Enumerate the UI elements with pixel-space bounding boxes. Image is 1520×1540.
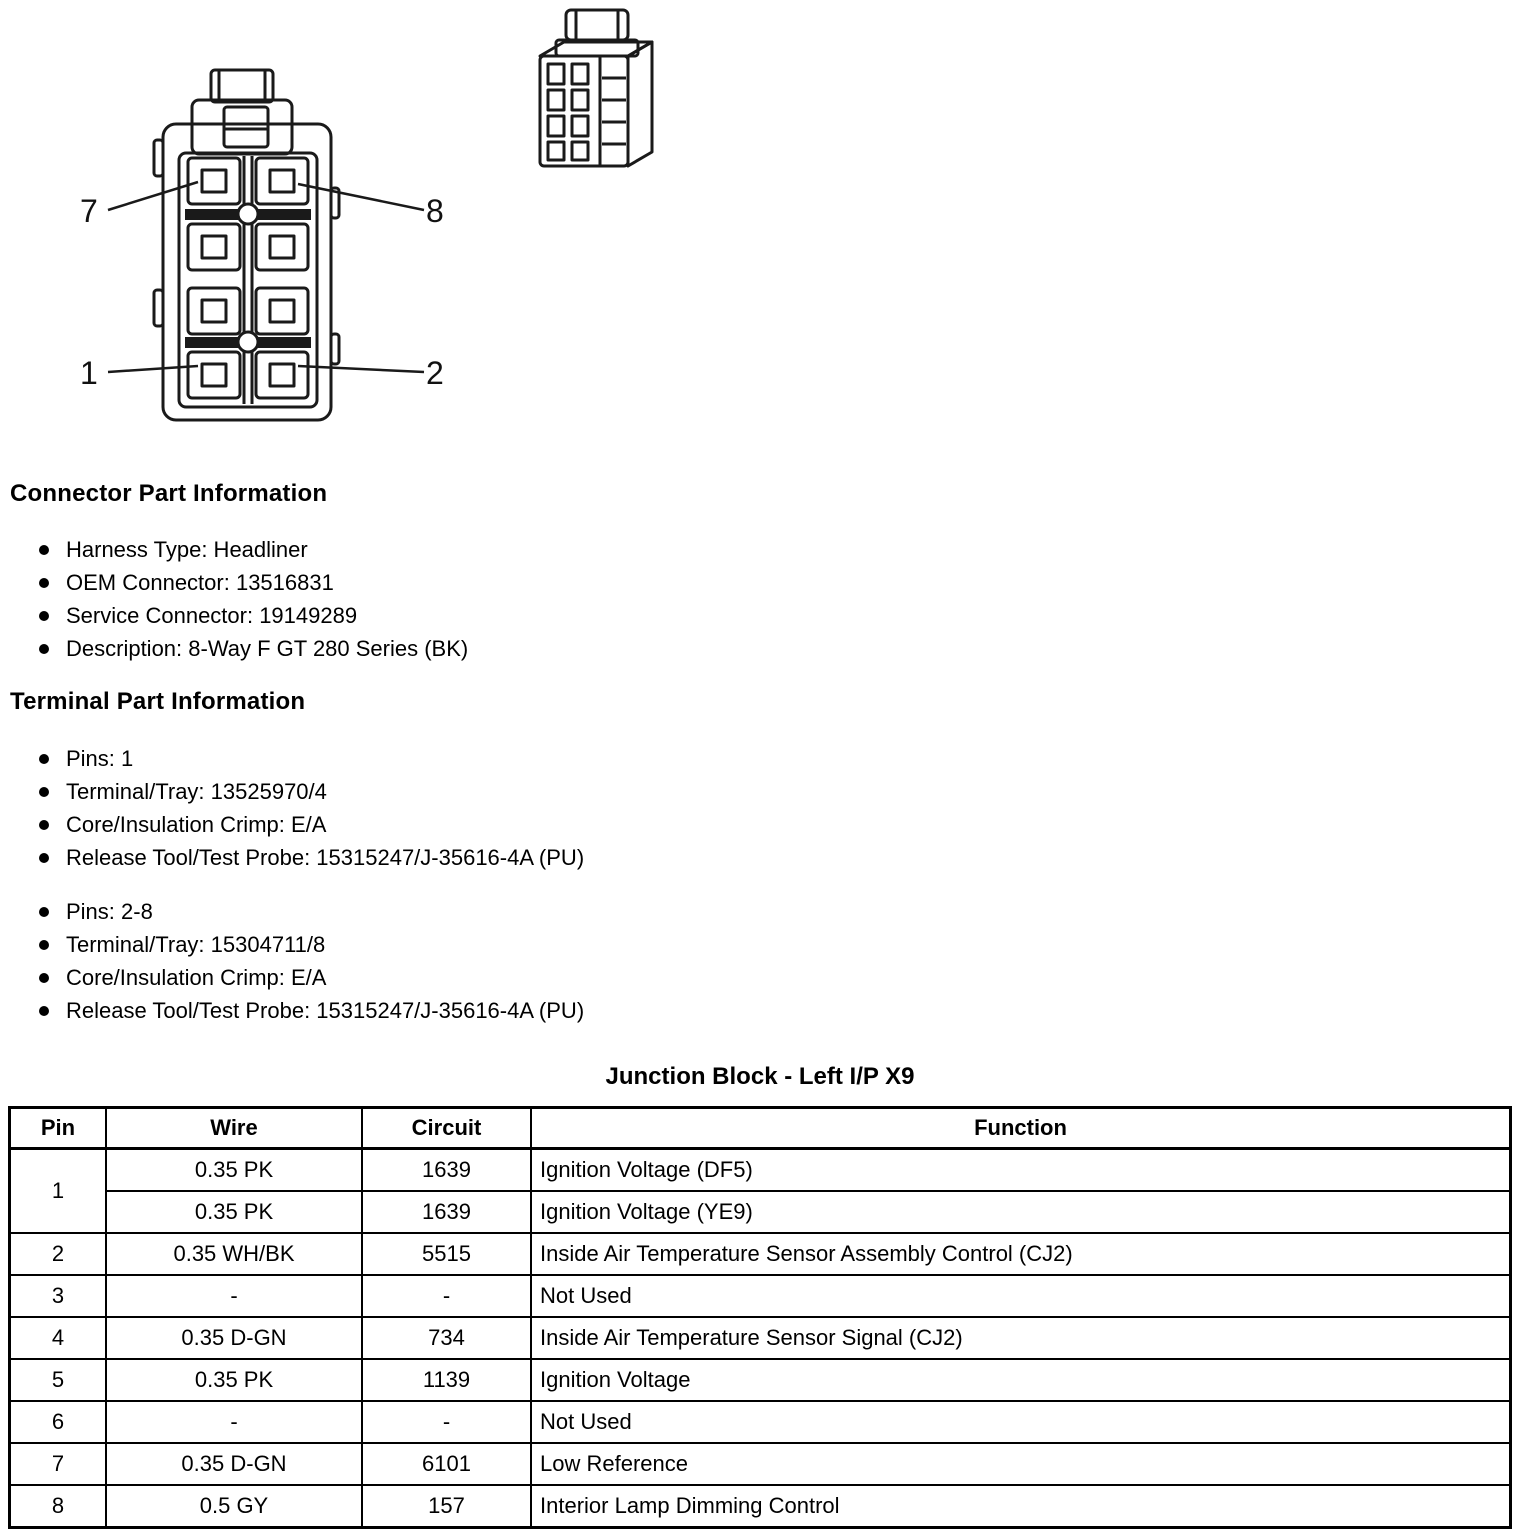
list-item-text: Core/Insulation Crimp: E/A (66, 964, 327, 990)
terminal-part-info-heading: Terminal Part Information (10, 688, 306, 715)
list-item-text: Pins: 1 (66, 745, 134, 771)
circuit-cell: 1139 (362, 1359, 531, 1401)
pin-cell: 3 (10, 1275, 107, 1317)
function-cell: Ignition Voltage (YE9) (531, 1191, 1511, 1233)
col-header-pin: Pin (10, 1108, 107, 1149)
list-item (10, 566, 468, 599)
bullet-icon (39, 545, 49, 555)
circuit-cell: 1639 (362, 1149, 531, 1192)
function-cell: Inside Air Temperature Sensor Signal (CJ2) (531, 1317, 1511, 1359)
col-header-circuit: Circuit (362, 1108, 531, 1149)
pin-label-7: 7 (80, 193, 98, 229)
bullet-icon (39, 853, 49, 863)
circuit-cell: 1639 (362, 1191, 531, 1233)
table-row (10, 1359, 1511, 1401)
pin-cell: 4 (10, 1317, 107, 1359)
list-item (10, 808, 584, 841)
table-title: Junction Block - Left I/P X9 (605, 1063, 915, 1090)
terminal-info-list-1 (10, 742, 584, 874)
table-row (10, 1275, 1511, 1317)
list-item (10, 632, 468, 665)
list-item (10, 742, 584, 775)
wire-cell: - (106, 1275, 362, 1317)
junction-table (8, 1106, 1512, 1529)
connector-iso-view (540, 10, 652, 166)
bullet-icon (39, 644, 49, 654)
connector-diagram (0, 0, 700, 450)
terminal-info-list-2 (10, 895, 584, 1027)
list-item-text: Pins: 2-8 (66, 898, 153, 924)
table-row (10, 1233, 1511, 1275)
wire-cell: 0.35 PK (106, 1149, 362, 1192)
wire-cell: 0.35 PK (106, 1359, 362, 1401)
function-cell: Low Reference (531, 1443, 1511, 1485)
circuit-cell: 157 (362, 1485, 531, 1528)
circuit-cell: 5515 (362, 1233, 531, 1275)
list-item-text: Description: 8-Way F GT 280 Series (BK) (66, 635, 469, 661)
function-cell: Inside Air Temperature Sensor Assembly Control (CJ2) (531, 1233, 1511, 1275)
pin-cell: 7 (10, 1443, 107, 1485)
table-row (10, 1149, 1511, 1192)
connector-part-info-heading: Connector Part Information (10, 480, 328, 507)
list-item-text: Terminal/Tray: 13525970/4 (66, 778, 327, 804)
function-cell: Ignition Voltage (531, 1359, 1511, 1401)
circuit-cell: 734 (362, 1317, 531, 1359)
pin-cell: 8 (10, 1485, 107, 1528)
list-item-text: Release Tool/Test Probe: 15315247/J-35616-4A (PU) (66, 997, 585, 1023)
circuit-cell: - (362, 1401, 531, 1443)
list-item-text: Release Tool/Test Probe: 15315247/J-35616-4A (PU) (66, 844, 585, 870)
list-item (10, 775, 584, 808)
function-cell: Not Used (531, 1401, 1511, 1443)
table-header-row (10, 1108, 1511, 1149)
pin-cell: 1 (10, 1149, 107, 1234)
list-item-text: Harness Type: Headliner (66, 536, 308, 562)
list-item-text: OEM Connector: 13516831 (66, 569, 334, 595)
circuit-cell: 6101 (362, 1443, 531, 1485)
circuit-cell: - (362, 1275, 531, 1317)
table-body (10, 1149, 1511, 1528)
bullet-icon (39, 578, 49, 588)
bullet-icon (39, 1006, 49, 1016)
wire-cell: 0.35 D-GN (106, 1317, 362, 1359)
wire-cell: 0.35 D-GN (106, 1443, 362, 1485)
connector-info-list (10, 533, 468, 665)
list-item (10, 994, 584, 1027)
pin-label-2: 2 (426, 355, 444, 391)
table-head (10, 1108, 1511, 1149)
function-cell: Interior Lamp Dimming Control (531, 1485, 1511, 1528)
list-item-text: Terminal/Tray: 15304711/8 (66, 931, 326, 957)
pin-cell: 5 (10, 1359, 107, 1401)
bullet-icon (39, 820, 49, 830)
list-item (10, 961, 584, 994)
function-cell: Not Used (531, 1275, 1511, 1317)
bullet-icon (39, 973, 49, 983)
bullet-icon (39, 940, 49, 950)
list-item (10, 841, 584, 874)
bullet-icon (39, 611, 49, 621)
list-item-text: Service Connector: 19149289 (66, 602, 358, 628)
bullet-icon (39, 787, 49, 797)
list-item (10, 895, 584, 928)
wire-cell: 0.35 WH/BK (106, 1233, 362, 1275)
table-row (10, 1485, 1511, 1528)
wire-cell: 0.5 GY (106, 1485, 362, 1528)
pin-cell: 6 (10, 1401, 107, 1443)
table-row (10, 1317, 1511, 1359)
list-item (10, 533, 468, 566)
table-row (10, 1191, 1511, 1233)
wire-cell: 0.35 PK (106, 1191, 362, 1233)
pin-label-1: 1 (80, 355, 98, 391)
list-item-text: Core/Insulation Crimp: E/A (66, 811, 327, 837)
pin-label-8: 8 (426, 193, 444, 229)
table-row (10, 1401, 1511, 1443)
bullet-icon (39, 907, 49, 917)
table-row (10, 1443, 1511, 1485)
wire-cell: - (106, 1401, 362, 1443)
pin-cell: 2 (10, 1233, 107, 1275)
list-item (10, 599, 468, 632)
col-header-wire: Wire (106, 1108, 362, 1149)
function-cell: Ignition Voltage (DF5) (531, 1149, 1511, 1192)
bullet-icon (39, 754, 49, 764)
col-header-function: Function (531, 1108, 1511, 1149)
list-item (10, 928, 584, 961)
